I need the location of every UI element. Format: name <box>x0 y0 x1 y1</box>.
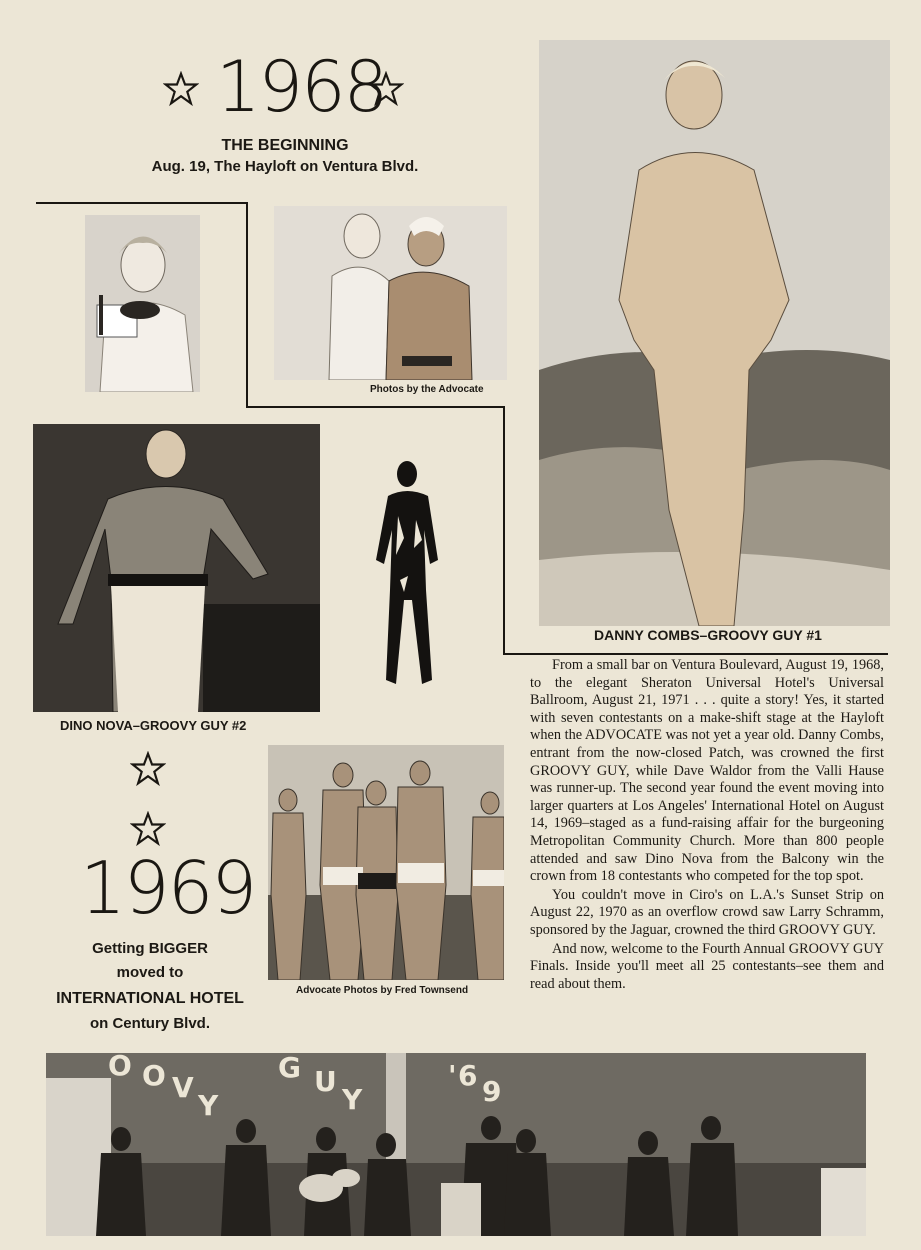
divider-rule <box>246 202 248 408</box>
sign-letter: ' <box>448 1059 457 1092</box>
star-icon <box>130 811 166 847</box>
caption-groovy-guy-1: DANNY COMBS–GROOVY GUY #1 <box>594 627 822 643</box>
sign-letter: O <box>108 1053 132 1082</box>
photo-stage-band <box>46 1053 866 1236</box>
sign-letter: 9 <box>482 1075 502 1108</box>
article-paragraph: And now, welcome to the Fourth Annual GROOVY GUY Finals. Inside you'll meet all 25 contestants–see them and read about them. <box>530 940 884 992</box>
article-paragraph: You couldn't move in Ciro's on L.A.'s Sunset Strip on August 22, 1970 as an overflow crowd saw Larry Schramm, sponsored by the Jaguar, crowned the third GROOVY GUY. <box>530 886 884 938</box>
photo-credit-1968: Photos by the Advocate <box>370 384 484 395</box>
divider-rule <box>36 202 248 204</box>
photo-dino-nova <box>33 424 320 712</box>
sign-letter: 6 <box>458 1059 478 1092</box>
sign-letter: G <box>278 1053 301 1084</box>
silhouette-figure <box>374 460 444 692</box>
sign-letter: V <box>172 1071 194 1104</box>
sign-letter: O <box>142 1059 166 1092</box>
photo-danny-combs <box>539 40 890 626</box>
divider-rule <box>503 653 888 655</box>
divider-rule <box>503 406 505 655</box>
divider-rule <box>246 406 504 408</box>
photo-contestants-lineup <box>268 745 504 980</box>
caption-groovy-guy-2: DINO NOVA–GROOVY GUY #2 <box>60 718 247 733</box>
section-1969-line2: moved to <box>116 964 184 981</box>
section-1969-line1: Getting BIGGER <box>92 940 208 957</box>
photo-crowning <box>274 206 507 380</box>
section-1969-line3: INTERNATIONAL HOTEL <box>56 990 244 1007</box>
star-icon <box>130 751 166 787</box>
section-subtitle: Aug. 19, The Hayloft on Ventura Blvd. <box>151 158 419 175</box>
star-icon <box>163 71 199 107</box>
year-1969: 1969 <box>80 846 256 930</box>
sign-letters <box>46 1053 866 1236</box>
sign-letter: Y <box>198 1089 219 1122</box>
section-1969-line4: on Century Blvd. <box>89 1015 210 1032</box>
sign-letter: Y <box>342 1083 363 1116</box>
photo-emcee-microphone <box>85 215 200 392</box>
star-icon <box>368 71 404 107</box>
article-paragraph: From a small bar on Ventura Boulevard, August 19, 1968, to the elegant Sheraton Universal Hotel's Universal Ballroom, August 21, 1971 . . . quite a story! Yes, it started with seven contestants on a make-shift stage at the Hayloft when the ADVOCATE was not yet a year old. Danny Combs, entrant from the now-closed Patch, was crowned the first GROOVY GUY, while Dave Waldor from the Valli Hause was runner-up. The second year found the event moving into larger quarters at Los Angeles' International Hotel on August 14, 1969–staged as a fund-raising affair for the burgeoning Metropolitan Community Church. More than 800 people attended and saw Dino Nova from the Balcony win the crown from 18 contestants who competed for the top spot. <box>530 657 884 885</box>
photo-credit-1969: Advocate Photos by Fred Townsend <box>296 985 469 996</box>
year-1968: 1968 <box>216 46 387 128</box>
section-title: THE BEGINNING <box>221 137 349 154</box>
article-body <box>530 657 884 993</box>
sign-letter: U <box>314 1065 337 1098</box>
